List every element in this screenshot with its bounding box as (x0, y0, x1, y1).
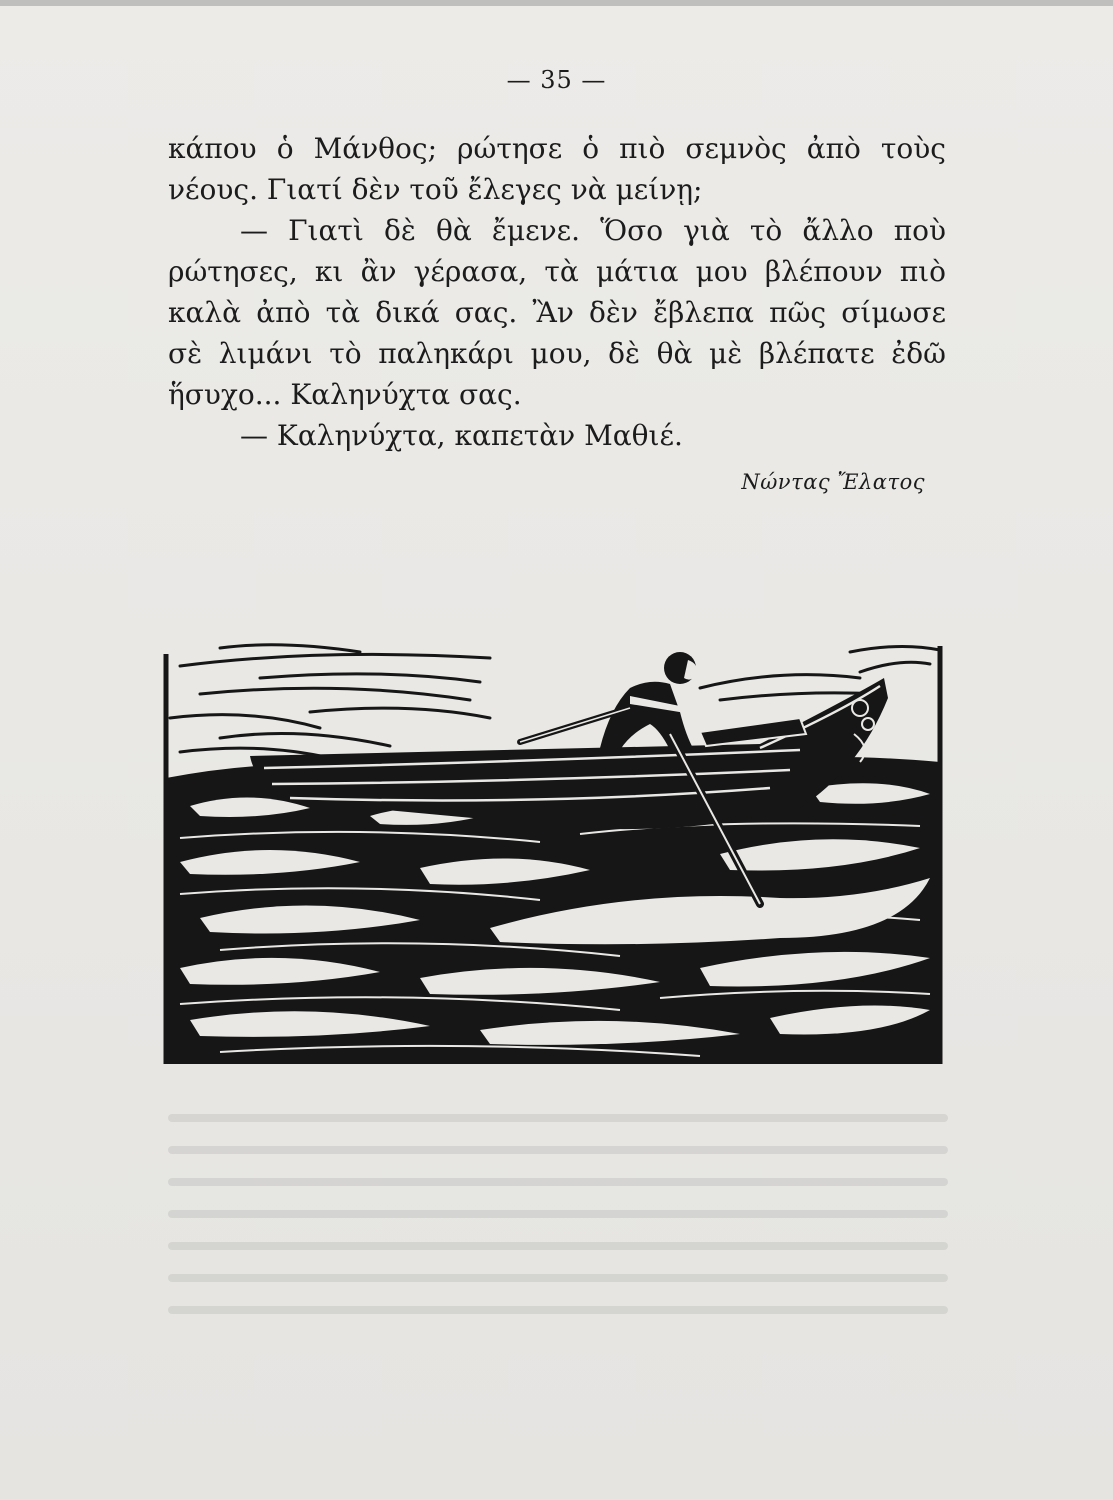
story-text (168, 128, 946, 456)
text-line: καλὰ ἀπὸ τὰ δικά σας. Ἂν δὲν ἔβλεπα πῶς σίμωσε (168, 296, 946, 329)
page-top-edge (0, 0, 1113, 6)
text-line: σὲ λιμάνι τὸ παληκάρι μου, δὲ θὰ μὲ βλέπατε ἐδῶ (168, 337, 946, 370)
text-line: — Γιατὶ δὲ θὰ ἔμενε. Ὅσο γιὰ τὸ ἄλλο ποὺ (240, 214, 946, 247)
text-line: ρώτησες, κι ἂν γέρασα, τὰ μάτια μου βλέπουν πιὸ (168, 255, 946, 288)
text-line: ἥσυχο... Καληνύχτα σας. (168, 378, 522, 411)
text-line: νέους. Γιατί δὲν τοῦ ἔλεγες νὰ μείνῃ; (168, 173, 703, 206)
text-line: — Καληνύχτα, καπετὰν Μαθιέ. (240, 419, 683, 452)
text-line: κάπου ὁ Μάνθος; ρώτησε ὁ πιὸ σεμνὸς ἀπὸ τοὺς (168, 132, 946, 165)
bleed-through-text (168, 1090, 948, 1340)
page-number: — 35 — (506, 66, 607, 94)
rowing-boat-illustration (160, 638, 948, 1074)
author-signature: Νώντας Ἔλατος (741, 470, 925, 494)
